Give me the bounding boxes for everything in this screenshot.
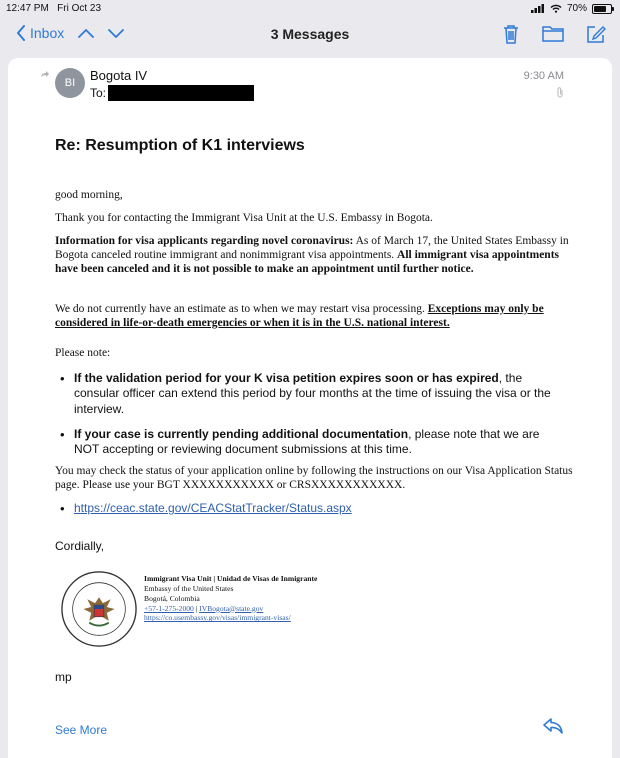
signature-city: Bogotá, Colombia [144,593,200,603]
paragraph-estimate: We do not currently have an estimate as to when we may restart visa processing. Exceptions may only be considered in life-or-death emergencies or when it is in the U.S. national interest. [55,303,544,330]
battery-percent: 70% [566,3,587,14]
redacted-recipient [108,85,254,101]
status-bar [0,0,620,18]
paragraph-status: You may check the status of your application online by following the instructions on our Visa Application Status page. Please use your BGT XXXXXXXXXXX or CRSXXXXXXXXXXX. [55,465,573,492]
signature-text [144,574,317,623]
email-subject: Re: Resumption of K1 interviews [55,137,305,154]
battery-icon [592,4,612,14]
signature-unit: Immigrant Visa Unit | Unidad de Visas de Inmigrante [144,574,318,583]
bullet-pending-documentation: • If your case is currently pending additional documentation, please note that we are NOT accepting or reviewing document submissions at this time. [74,427,559,458]
trash-icon[interactable] [502,24,520,44]
back-label: Inbox [30,25,65,41]
navigation-bar [0,18,620,54]
signal-icon [531,4,545,13]
wifi-icon [550,4,562,13]
forwarded-arrow-icon [40,70,50,78]
closing: Cordially, [55,539,105,553]
see-more-link[interactable]: See More [55,723,108,737]
status-time: 12:47 PM Fri Oct 23 [6,3,102,14]
please-note-label: Please note: [55,347,111,359]
compose-icon[interactable] [586,24,606,44]
signature-contact: +57-1-275-2000 | IVBogota@state.gov [144,603,264,613]
status-indicators [531,3,612,14]
status-link[interactable]: https://ceac.state.gov/CEACStatTracker/Status.aspx [74,501,352,515]
paragraph-thanks: Thank you for contacting the Immigrant Visa Unit at the U.S. Embassy in Bogota. [55,212,433,224]
sender-avatar: BI [55,68,85,98]
email-signature [60,570,540,660]
signature-embassy: Embassy of the United States [144,583,234,593]
bullet-validation-period: • If the validation period for your K visa petition expires soon or has expired, the consular officer can extend this period by four months at the time of issuing the visa or the interview. [74,371,559,417]
folder-icon[interactable] [542,24,564,42]
greeting: good morning, [55,189,123,201]
paragraph-coronavirus: Information for visa applicants regarding novel coronavirus: As of March 17, the United States Embassy in Bogota canceled routine immigrant and nonimmigrant visa appointments. All immigrant visa appointments have been canceled and it is not possible to make an appointment until further notice. [55,235,569,276]
sender-name[interactable]: Bogota IV [90,68,148,83]
status-link-item [74,501,559,516]
to-label: To: [90,86,107,100]
thread-title: 3 Messages [270,26,350,42]
signature-website-link[interactable]: https://co.usembassy.gov/visas/immigrant-visas/ [144,613,291,623]
signature-phone[interactable]: +57-1-275-2000 [144,603,194,613]
recipient-row [90,85,254,101]
message-time: 9:30 AM [523,70,564,82]
attachment-icon [556,86,564,98]
email-message-card [8,58,612,758]
sender-initials: mp [55,670,72,684]
embassy-seal-icon [60,570,138,648]
reply-icon[interactable] [542,718,564,734]
signature-email-link[interactable]: IVBogota@state.gov [199,603,264,613]
